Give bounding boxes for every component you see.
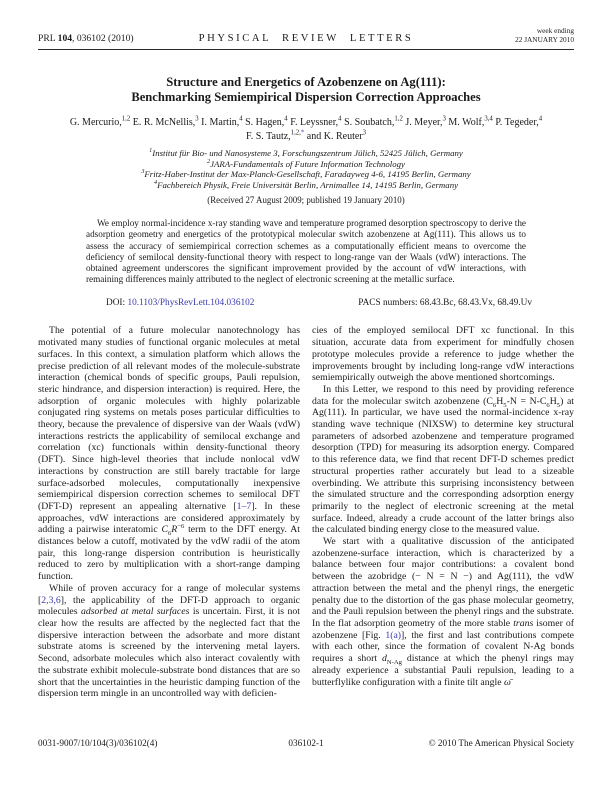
article-title-line1: Structure and Energetics of Azobenzene on Ag(111):: [166, 75, 446, 90]
text-segment: 1,2: [121, 115, 131, 123]
text-segment: d: [382, 653, 387, 665]
text-segment: is uncertain. First, it is not clear how the results are affected by the neglected fact that the dispersive interaction between the adsorbate and more distant substrate atoms is screened by the intervening metal layers. Second, adsorbate molecules which also interact covalently with the substrate exhibit molecule-substrate bond distances that are so short that the uncertainties in the heuristic damping function of the dispersion term mingle in an uncontrolled way with deficien-: [38, 606, 300, 700]
text-segment: trans: [513, 617, 534, 629]
author-line-1: [38, 116, 574, 130]
text-segment: and K. Reuter: [304, 130, 363, 142]
paragraph: [312, 325, 574, 384]
text-segment: H: [549, 395, 557, 407]
abstract: We employ normal-incidence x-ray standing wave and temperature programed desorption spectroscopy to derive the adsorption geometry and energetics of the prototypical molecular switch azobenzene at Ag(111). This allows us to assess the accuracy of semiempirical correction schemes as a computationally efficient means to overcome the deficiency of semilocal density-functional theory with respect to long-range van der Waals (vdW) interactions. The obtained agreement underscores the significant improvement provided by the account of vdW interactions, with remaining differences mainly attributed to the neglect of electronic screening at the metallic surface.: [86, 218, 526, 285]
affiliation-4-marker: 4: [154, 179, 158, 187]
author-line-2: [38, 130, 574, 144]
text-segment: 1,2,: [290, 129, 301, 137]
issue-date-value: [413, 35, 574, 44]
text-segment: M. Wolf,: [445, 117, 485, 129]
text-segment: distance at which the phenyl rings may already experience a substantial Pauli repulsion, leading to a butterflylike configuration with a finite tilt angle: [312, 653, 575, 688]
text-segment: −6: [177, 523, 185, 531]
text-segment: P. Tegeder,: [492, 117, 539, 129]
text-segment: ω̄: [503, 676, 511, 688]
text-segment: I. Martin,: [198, 117, 240, 129]
journal-header: [38, 26, 574, 44]
text-segment: 6: [167, 530, 172, 538]
doi-pacs-row: [106, 298, 532, 308]
text-segment: 3: [195, 115, 199, 123]
received-dates: (Received 27 August 2009; published 19 January 2010): [207, 194, 405, 205]
text-segment: F. S. Tautz,: [245, 130, 291, 142]
issue-date: [413, 26, 574, 44]
reference-link[interactable]: 2,3,6: [41, 594, 61, 606]
affiliation-3-marker: 3: [141, 168, 145, 176]
text-segment: We start with a qualitative discussion of the anticipated azobenzene-surface interaction, which is characterized by a balance between four major contributions: a covalent bond between the azobridge (− N = N −) and Ag(111), the vdW attraction between the metal and the phenyl rings, the energetic penalty due to the distortion of the gas phase molecular geometry, and the Pauli repulsion between the phenyl rings and the substrate. In the flat adsorption geometry of the more stable: [312, 536, 574, 629]
pacs-numbers: PACS numbers: 68.43.Bc, 68.43.Vx, 68.49.Uv: [358, 298, 532, 309]
text-segment: -N = N-C: [506, 395, 547, 407]
paragraph: [38, 325, 300, 582]
journal-citation: [38, 33, 199, 44]
affiliation-3: [38, 169, 574, 180]
text-segment: J. Meyer,: [402, 117, 443, 129]
header-divider: [38, 49, 574, 50]
text-segment: The potential of a future molecular nanotechnology has motivated many studies of functional organic molecules at metal surfaces. In this context, a simulation platform which allows the precise prediction of all relevant modes of the molecule-substrate interaction (chemical bonds of specific groups, Pauli repulsion, steric hindrance, and dispersion interaction) is required. Here, the adsorption of organic molecules with highly polarizable conjugated ring systems on metals poses particular difficulties to theory, because the prevalence of dispersive van der Waals (vdW) interactions restricts the applicability of semilocal exchange and correlation (xc) functionals within density-functional theory (DFT). Since high-level theories that include nonlocal vdW interactions by construction are still barely tractable for large surface-adsorbed molecules, computationally inexpensive semiempirical dispersion correction schemes to semilocal DFT (DFT-D) represent an appealing alternative [: [38, 325, 300, 512]
text-segment: R: [171, 524, 178, 536]
text-segment: cies of the employed semilocal DFT xc functional. In this situation, accurate data from experiment for mindfully chosen prototype molecules provide a reference to judge whether the improvements brought by including long-range vdW interactions semiempirically outweigh the above mentioned shortcomings.: [312, 325, 574, 384]
reference-link[interactable]: 1–7: [236, 500, 252, 512]
text-segment: E. R. McNellis,: [130, 117, 196, 129]
text-segment: 5: [556, 401, 561, 409]
affiliation-1-marker: 1: [149, 147, 153, 155]
reference-link[interactable]: 1(a): [385, 629, 402, 641]
text-segment: 4: [239, 115, 243, 123]
paragraph: [312, 536, 574, 688]
text-segment: N-Ag: [386, 659, 402, 667]
affiliation-1-text: Institut für Bio- und Nanosysteme 3, Forschungszentrum Jülich, 52425 Jülich, Germany: [152, 148, 463, 159]
article-body: [38, 325, 574, 700]
text-segment: While of proven accuracy for a range of molecular systems [: [38, 582, 300, 606]
journal-name: PHYSICAL REVIEW LETTERS: [198, 33, 414, 45]
text-segment: ) at Ag(111). In particular, we have used the normal-incidence x-ray standing wave technique (NIXSW) to determine key structural parameters of adsorbed azobenzene and temperature programed desorption (TPD) for measuring its adsorption energy. Compared to this reference data, we find that recent DFT-D schemes predict structural properties rather accurately but lead to a sizeable overbinding. We attribute this surprising inconsistency between the simulated structure and the corresponding adsorption energy primarily to the neglect of electronic screening at the metal surface. Indeed, already a crude account of the latter brings also the calculated binding energy close to the measured value.: [312, 395, 575, 536]
author-list: [38, 116, 574, 143]
text-segment: 104: [57, 33, 73, 45]
affiliation-2-marker: 2: [207, 157, 211, 165]
text-segment: 4: [338, 115, 342, 123]
text-segment: , 036102 (2010): [72, 33, 134, 45]
text-segment: F. Leyssner,: [287, 117, 339, 129]
text-segment: ], the first and last contributions compete with each other, since the formation of covalent N-Ag bonds requires a short: [312, 629, 574, 665]
right-column: [312, 325, 574, 700]
text-segment: 4: [538, 115, 543, 123]
text-segment: 3: [362, 129, 367, 137]
left-column: [38, 325, 300, 700]
text-segment: 5: [503, 401, 507, 409]
text-segment: 3,4: [484, 115, 493, 123]
affiliation-4-text: Fachbereich Physik, Freie Universität Berlin, Arnimallee 14, 14195 Berlin, Germany: [157, 180, 458, 190]
doi: [106, 298, 254, 308]
text-segment: C: [161, 524, 168, 536]
text-segment: isomer of azobenzene [Fig.: [312, 617, 574, 641]
article-title: [38, 75, 574, 105]
text-segment: 6: [546, 401, 550, 409]
affiliations: [38, 148, 574, 205]
text-segment: 6: [492, 401, 497, 409]
text-segment: H: [496, 395, 504, 407]
text-segment: S. Hagen,: [242, 117, 285, 129]
text-segment: S. Soubatch,: [341, 117, 395, 129]
text-segment: PRL: [38, 33, 58, 45]
issue-date-text: 22 JANUARY 2010: [515, 35, 574, 45]
paragraph: [38, 583, 300, 700]
article-title-line2: Benchmarking Semiempirical Dispersion Correction Approaches: [131, 90, 481, 105]
affiliation-4: [38, 180, 574, 191]
text-segment: adsorbed at metal surfaces: [80, 606, 190, 618]
text-segment: 1,2: [394, 115, 403, 123]
text-segment: ]. In these approaches, vdW interactions are considered approximately by adding a pairwise interatomic: [38, 500, 300, 536]
page-number: 036102-1: [288, 738, 324, 748]
week-ending-label: week ending: [536, 26, 574, 35]
text-segment: term to the DFT energy. At distances below a cutoff, motivated by the vdW radii of the atom pair, this long-range dispersion contribution is heuristically reduced to zero by multiplication with a short-range damping function.: [38, 524, 300, 583]
affiliation-2-text: JARA-Fundamentals of Future Information Technology: [210, 158, 405, 169]
doi-label: DOI:: [106, 298, 128, 309]
doi-link[interactable]: 10.1103/PhysRevLett.104.036102: [127, 298, 255, 309]
text-segment: 3: [442, 115, 446, 123]
text-segment: ], the applicability of the DFT-D approach to organic molecules: [38, 594, 300, 618]
text-segment: 4: [284, 115, 288, 123]
page-footer: [38, 738, 574, 748]
affiliation-1: [38, 148, 574, 159]
reference-link[interactable]: *: [300, 129, 305, 137]
affiliation-3-text: Fritz-Haber-Institut der Max-Planck-Gesellschaft, Faradayweg 4-6, 14195 Berlin, Germany: [144, 169, 471, 180]
text-segment: In this Letter, we respond to this need by providing reference data for the molecular switch azobenzene (C: [312, 383, 574, 407]
affiliation-2: [38, 159, 574, 170]
paragraph: [312, 384, 574, 536]
copyright: © 2010 The American Physical Society: [428, 738, 575, 748]
issn-code: 0031-9007/10/104(3)/036102(4): [38, 738, 158, 748]
text-segment: G. Mercurio,: [69, 117, 122, 129]
